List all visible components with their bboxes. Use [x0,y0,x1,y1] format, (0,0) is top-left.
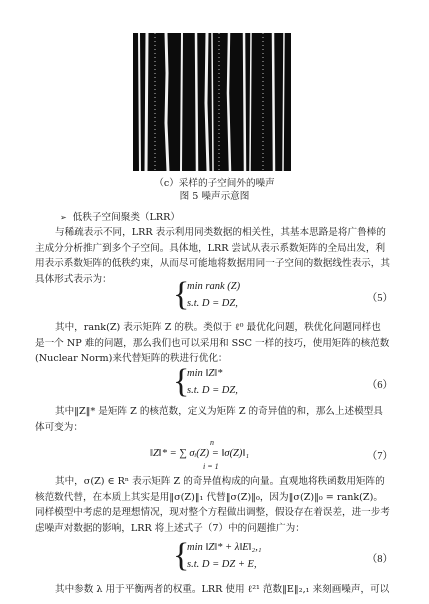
noise-lines-image [133,33,291,171]
equation-8: { min ‖Z‖* + λ‖E‖₂,₁ s.t. D = DZ + E, （8） [173,537,393,574]
paragraph-2: 其中，rank(Z) 表示矩阵 Z 的秩。类似于 ℓ⁰ 最优化问题，秩优化问题同样也是一个 NP 难的问题，那么我们也可以采用和 SSC 一样的技巧，使用矩阵的核范数(Nuclear Norm)来代替矩阵的秩进行优化： [35,322,390,364]
figure-subcaption: （c）采样的子空间外的噪声 [154,178,275,189]
equation-8-line2: s.t. D = DZ + E, [187,559,257,570]
equation-6-line2: s.t. D = DZ, [187,385,238,396]
equation-5-line1: min rank (Z) [187,281,241,292]
sum-lower-limit: i = 1 [203,462,219,471]
paragraph-5: 其中参数 λ 用于平衡两者的权重。LRR 使用 ℓ²¹ 范数‖E‖₂,₁ 来刻画噪声，可以 [55,584,390,595]
equation-7-body: ‖Z‖* = ∑ σᵢ(Z) = ‖σ(Z)‖₁ [150,448,249,459]
equation-8-number: （8） [366,554,393,565]
equation-5-number: （5） [366,293,393,304]
equation-7 [150,440,393,472]
equation-6-number: （6） [366,380,393,391]
figure-caption: 图 5 噪声示意图 [179,191,250,202]
section-heading [60,209,180,223]
sum-upper-limit: n [210,438,214,447]
noise-figure [133,33,291,171]
equation-5: { min rank (Z) s.t. D = DZ, （5） [173,276,393,313]
equation-6-line1: min ‖Z‖* [187,368,223,379]
paragraph-3: 其中‖Z‖* 是矩阵 Z 的核范数，定义为矩阵 Z 的奇异值的和，那么上述模型具体可变为： [35,406,383,433]
equation-7-number: （7） [366,451,393,462]
paragraph-1: 与稀疏表示不同，LRR 表示利用同类数据的相关性，其基本思路是将广鲁棒的主成分分析推广到多个子空间。具体地，LRR 尝试从表示系数矩阵的全局出发，利用表示系数矩阵的低秩约束，从而尽可能地将数据用同一子空间的数据线性表示，其具体形式表示为： [35,227,390,285]
equation-8-line1: min ‖Z‖* + λ‖E‖₂,₁ [187,542,262,553]
equation-5-line2: s.t. D = DZ, [187,298,238,309]
section-heading-text: 低秩子空间聚类（LRR） [72,212,180,223]
arrow-bullet-icon: ➢ [60,213,67,222]
equation-6: { min ‖Z‖* s.t. D = DZ, （6） [173,363,393,400]
paragraph-4: 其中，σ(Z) ∈ Rⁿ 表示矩阵 Z 的奇异值构成的向量。直观地将秩函数用矩阵的核范数代替，在本质上其实是用‖σ(Z)‖₁ 代替‖σ(Z)‖₀，因为‖σ(Z)‖₀ = rank(Z)。同样模型中考虑的是理想情况，现对整个方程做出调整，假设存在着误差，进一步考虑噪声对数据的影响，LRR 将上述式子（7）中的问题推广为： [35,476,390,534]
